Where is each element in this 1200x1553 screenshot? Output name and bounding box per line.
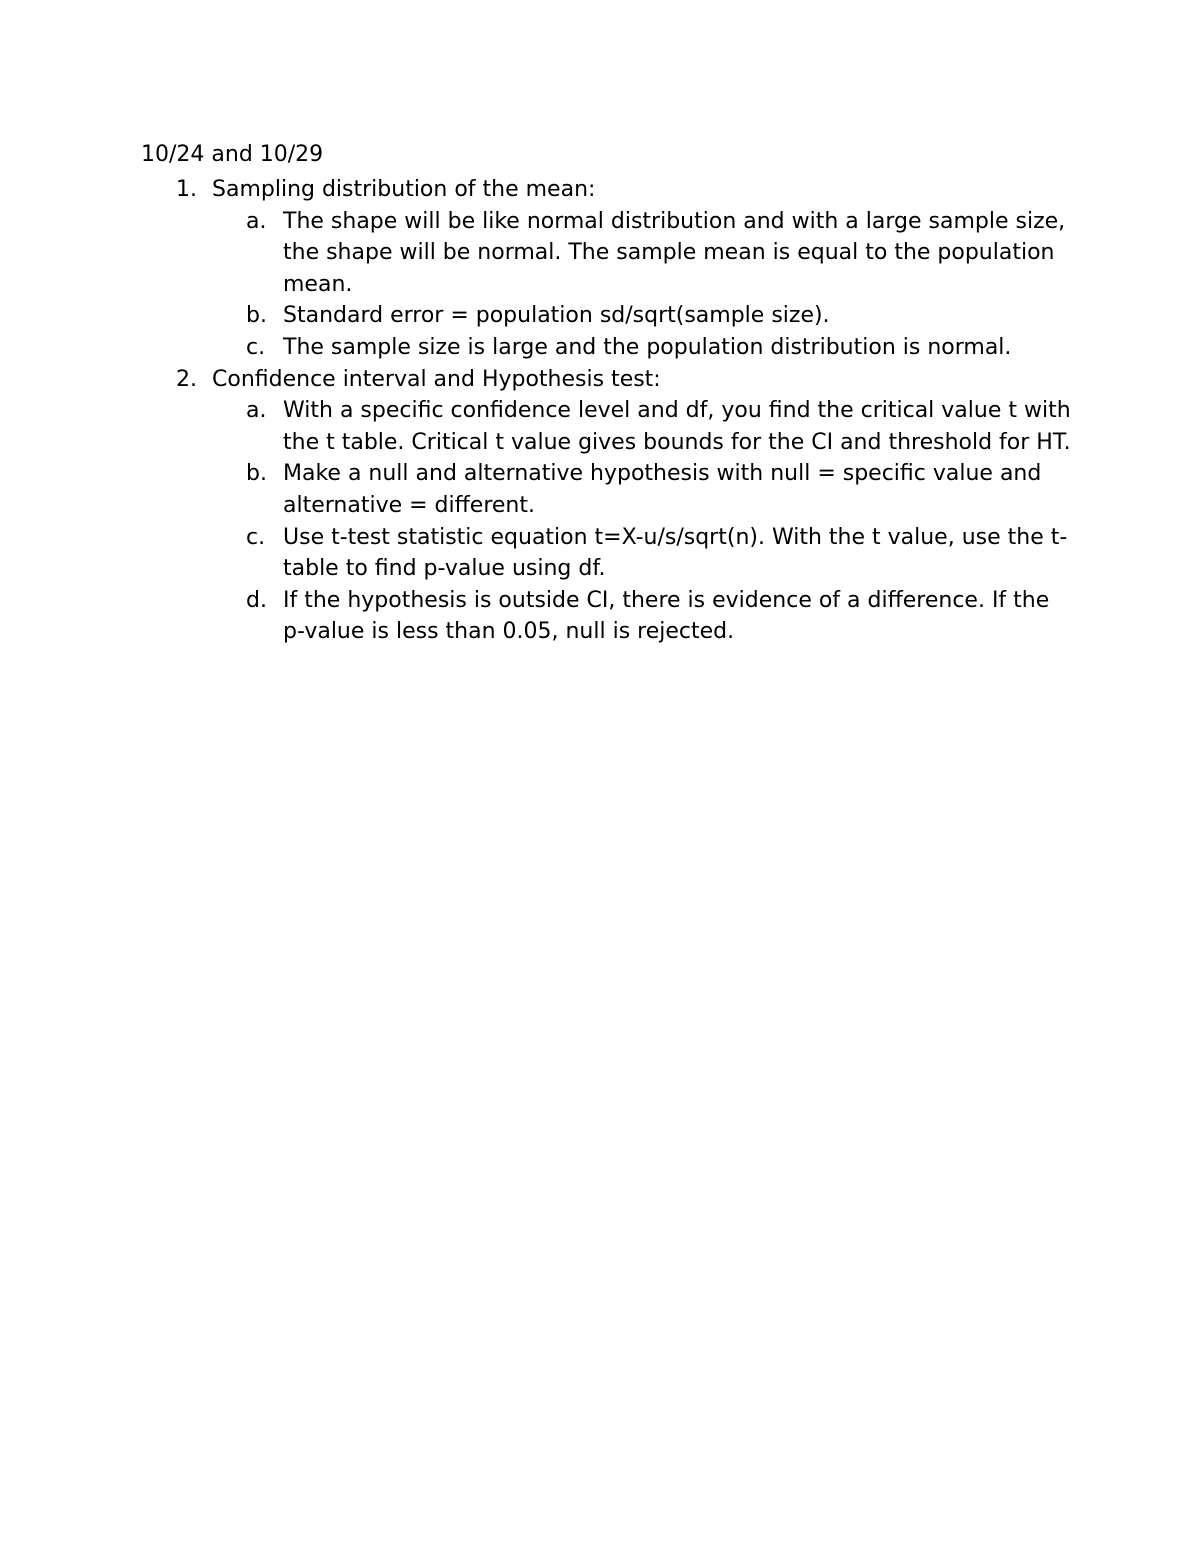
sub-list-marker: c. xyxy=(246,334,266,360)
sub-list-item-text: Use t-test statistic equation t=X-u/s/sqrt(n). With the t value, use the t-table to find p-value using df. xyxy=(283,524,1068,582)
sub-list-marker: b. xyxy=(246,303,267,329)
sub-list-item-text: Make a null and alternative hypothesis with null = specific value and alternative = different. xyxy=(283,461,1042,518)
sub-list-item-text: The shape will be like normal distribution and with a large sample size, the shape will be normal. The sample mean is equal to the population mean. xyxy=(283,208,1066,297)
sub-list-item-text: With a specific confidence level and df, you find the critical value t with the t table. Critical t value gives bounds for the CI and threshold for HT. xyxy=(283,398,1071,455)
sub-list-item-text: If the hypothesis is outside CI, there is evidence of a difference. If the p-value is less than 0.05, null is rejected. xyxy=(283,587,1050,645)
sub-list-item-text: Standard error = population sd/sqrt(sample size). xyxy=(283,303,830,329)
list-item-text: Confidence interval and Hypothesis test: xyxy=(212,366,661,392)
list-item-1 xyxy=(141,174,1071,206)
sub-list-item-1c xyxy=(141,332,1071,364)
sub-list-marker: a. xyxy=(246,208,267,234)
sub-list-item-2c xyxy=(141,522,1071,585)
sub-list-item-2b xyxy=(141,458,1071,521)
sub-list-item-1b xyxy=(141,300,1071,332)
document-content xyxy=(141,138,1071,648)
list-marker: 2. xyxy=(176,366,197,392)
date-heading: 10/24 and 10/29 xyxy=(141,142,324,167)
sub-list-marker: d. xyxy=(246,587,267,613)
sub-list-marker: a. xyxy=(246,398,267,424)
list-item-text: Sampling distribution of the mean: xyxy=(212,177,596,202)
list-item-2 xyxy=(141,364,1071,396)
sub-list-marker: b. xyxy=(246,461,267,487)
sub-list-item-2a xyxy=(141,395,1071,458)
sub-list-item-2d xyxy=(141,585,1071,648)
sub-list-marker: c. xyxy=(246,524,266,550)
sub-list-item-1a xyxy=(141,206,1071,301)
list-marker: 1. xyxy=(176,177,197,202)
sub-list-item-text: The sample size is large and the population distribution is normal. xyxy=(283,334,1012,360)
